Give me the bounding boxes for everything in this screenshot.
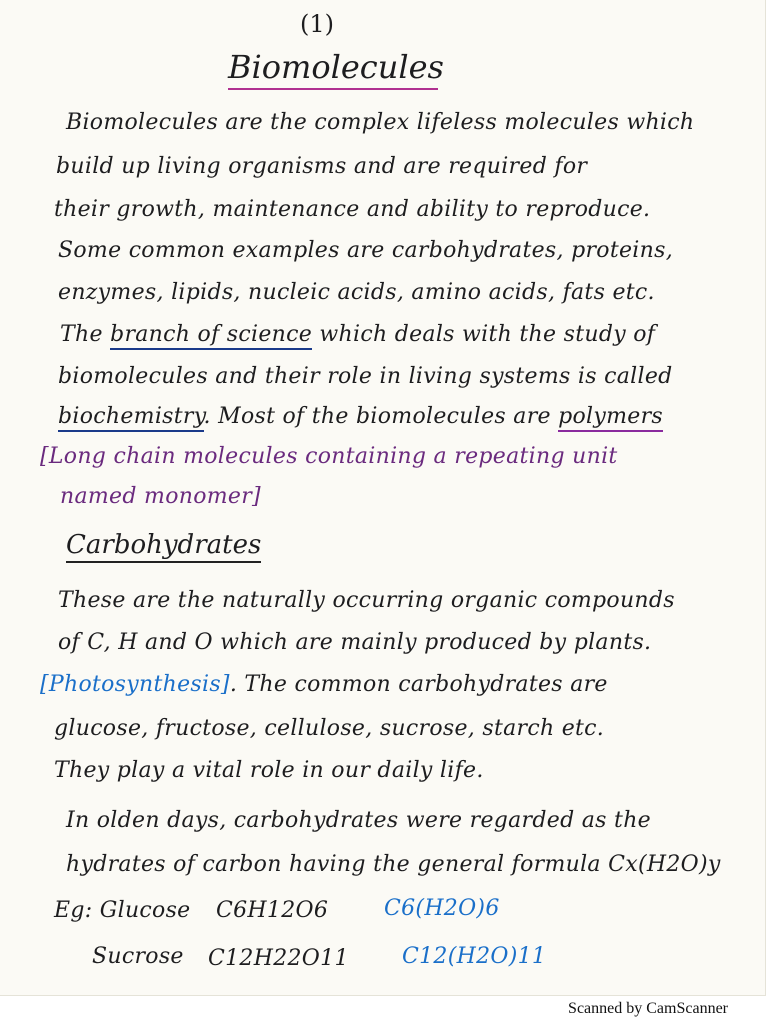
general-formula: Cx(H2O)y [608,852,721,877]
example-sucrose-formula: C12H22O11 [208,946,349,971]
line8-middle: . Most of the biomolecules are [203,404,559,429]
line6-prefix: The [60,322,111,347]
example-glucose-hydrate: C6(H2O)6 [384,896,500,921]
polymer-note-line-1: [Long chain molecules containing a repeating unit [40,444,618,469]
intro-line-5: enzymes, lipids, nucleic acids, amino acids, fats etc. [58,280,655,305]
title-underline [228,88,438,90]
carb-line-4: glucose, fructose, cellulose, sucrose, starch etc. [54,716,605,741]
carb-line-3 [40,672,608,697]
biochemistry-term: biochemistry [58,404,204,432]
carb-line-5: They play a vital role in our daily life. [54,758,484,783]
example-sucrose-label: Sucrose [92,944,184,969]
page-title: Biomolecules [228,48,444,86]
carb-line-1: These are the naturally occurring organic compounds [58,588,675,613]
carbohydrates-heading: Carbohydrates [66,530,261,563]
carb-line-2: of C, H and O which are mainly produced by plants. [58,630,652,655]
line6-suffix: which deals with the study of [312,322,656,347]
intro-line-3: their growth, maintenance and ability to reproduce. [54,197,651,222]
intro-line-4: Some common examples are carbohydrates, proteins, [58,238,673,263]
intro-line-1: Biomolecules are the complex lifeless molecules which [66,110,695,135]
intro-line-8 [58,404,663,429]
carb-line-3-rest: . The common carbohydrates are [229,672,608,697]
carb-line-6: In olden days, carbohydrates were regarded as the [66,808,651,833]
photosynthesis-bracket: [Photosynthesis] [40,672,230,697]
example-glucose-label: Eg: Glucose [54,898,191,923]
branch-of-science-text: branch of science [110,322,312,350]
intro-line-2: build up living organisms and are required for [56,154,588,179]
camscanner-label: Scanned by CamScanner [568,1000,728,1017]
carb-line-7-text: hydrates of carbon having the general formula [66,852,609,877]
example-glucose-formula: C6H12O6 [216,898,329,923]
polymers-term: polymers [558,404,663,432]
polymer-note-line-2: named monomer] [60,484,261,509]
page-number: (1) [300,10,334,38]
intro-line-6 [60,322,655,347]
carb-line-7 [66,852,721,877]
intro-line-7: biomolecules and their role in living systems is called [58,364,673,389]
example-sucrose-hydrate: C12(H2O)11 [402,944,547,969]
